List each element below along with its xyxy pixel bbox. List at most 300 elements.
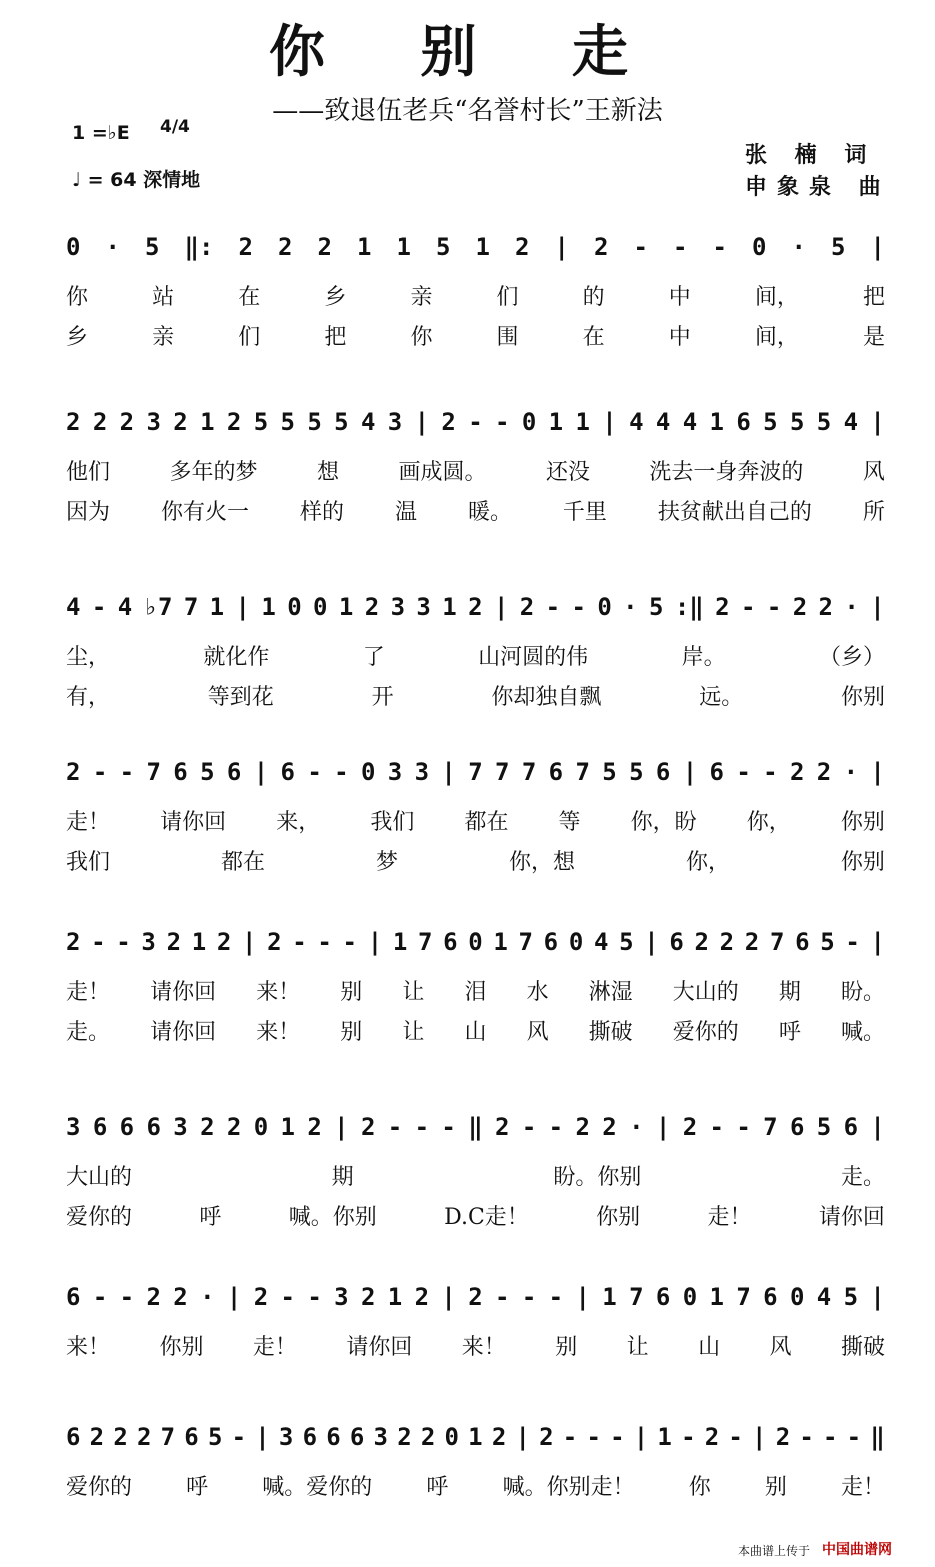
lyric-row [66,1158,885,1192]
lyric-word: （乡） [818,644,885,670]
note-token: 2 [514,233,530,261]
lyric-word: 开 [371,684,394,710]
note-token: - [441,1113,456,1141]
note-token: 6 [326,1423,341,1451]
lyric-word: 你别 [840,849,885,875]
note-token: 6 [543,928,559,956]
note-token: | [554,233,569,261]
lyric-word: 等到花 [207,684,274,710]
lyric-word: 你别 [596,1204,641,1230]
note-token: 2 [113,1423,128,1451]
lyric-row [66,638,885,672]
note-token: 6 [173,758,188,786]
lyric-word: 走！ [66,979,111,1005]
lyric-word: 让 [626,1334,649,1360]
note-token: 5 [207,1423,223,1451]
note-token: 4 [360,408,376,436]
note-token: | [241,928,257,956]
lyric-word: 爱你的 [672,1019,739,1045]
note-token: 7 [629,1283,644,1311]
lyric-word: 在 [238,284,261,310]
note-token: 1 [657,1423,672,1451]
lyric-word: 都在 [220,849,265,875]
note-token: 2 [66,928,81,956]
lyric-word: 你，想 [508,849,575,875]
note-token: 2 [166,928,182,956]
note-token: 5 [789,408,805,436]
composer-credit: 申象泉 曲 [745,175,891,200]
note-token: 7 [468,758,483,786]
note-token: 2 [136,1423,152,1451]
note-token: 2 [441,408,456,436]
note-token: - [231,1423,247,1451]
lyric-word: 山 [464,1019,487,1045]
footer-text: 本曲谱上传于 [738,1544,811,1558]
lyric-word: 喊。 [840,1019,885,1045]
note-token: 4 [117,593,133,621]
note-token: 3 [141,928,156,956]
lyric-word: 远。 [699,684,744,710]
lyric-word: 风 [526,1019,549,1045]
note-token: - [548,1113,564,1141]
note-token: 2 [468,593,483,621]
note-token: - [846,1423,862,1451]
note-token: 7 [146,758,161,786]
note-token: 2 [216,928,232,956]
note-token: 0 [751,233,767,261]
lyricist-credit: 张 楠 词 [745,143,877,168]
lyric-word: 乡 [324,284,347,310]
note-token: - [317,928,332,956]
note-token: 1 [338,593,354,621]
lyric-word: 把 [324,324,347,350]
lyric-word: 请你回 [150,979,217,1005]
lyric-word: 等 [558,809,581,835]
note-token: - [387,1113,403,1141]
lyric-row [66,1013,885,1047]
note-token: - [712,233,727,261]
note-token: 6 [789,1113,805,1141]
lyric-word: 呼 [426,1474,449,1500]
note-token: 2 [277,233,293,261]
note-token: 2 [267,928,282,956]
note-token: 2 [119,408,135,436]
lyric-word: 岸。 [681,644,726,670]
note-token: | [367,928,383,956]
lyric-word: 尘， [66,644,111,670]
note-token: 2 [491,1423,507,1451]
note-token: 0 [568,928,584,956]
note-token: 3 [387,408,403,436]
lyric-word: 淋湿 [588,979,633,1005]
lyric-word: 扶贫献出自己的 [657,499,812,525]
note-token: | [441,1283,456,1311]
note-token: 5 [763,408,778,436]
note-token: 5 [334,408,349,436]
note-token: - [823,1423,838,1451]
lyric-word: 让 [402,979,425,1005]
note-token: 5 [435,233,451,261]
note-token: - [681,1423,696,1451]
note-token: 5 [820,928,835,956]
note-token: 1 [709,1283,724,1311]
note-token: 2 [694,928,709,956]
note-token: 0 [789,1283,805,1311]
note-token: 5 [307,408,322,436]
note-token: 4 [655,408,671,436]
note-token: | [441,758,456,786]
note-token: · [843,758,859,786]
note-token: 0 [66,233,81,261]
lyric-word: 喊。你别 [288,1204,377,1230]
note-token: - [280,1283,295,1311]
lyric-word: 大山的 [66,1164,133,1190]
lyric-word: 你， [746,809,791,835]
subtitle: ——致退伍老兵“名誉村长”王新法 [272,96,663,126]
lyric-word: 期 [778,979,801,1005]
note-token: 2 [715,593,730,621]
note-token: 4 [816,1283,832,1311]
lyric-word: 别 [764,1474,787,1500]
note-token: 2 [602,1113,617,1141]
lyric-word: 撕破 [588,1019,633,1045]
note-token: 0 [597,593,612,621]
lyric-word: 的 [582,284,605,310]
note-token: - [586,1423,601,1451]
lyric-row [66,453,885,487]
lyric-word: 梦 [375,849,398,875]
note-token: 2 [360,1283,376,1311]
lyric-word: 亲 [152,324,175,350]
note-token: 1 [209,593,225,621]
note-token: | [644,928,659,956]
note-token: · [629,1113,644,1141]
note-token: - [633,233,648,261]
note-token: 6 [655,758,671,786]
note-token: 7 [417,928,433,956]
note-token: 3 [390,593,406,621]
note-token: 4 [593,928,609,956]
note-token: 2 [468,1283,483,1311]
note-token: 6 [302,1423,318,1451]
note-token: 2 [173,1283,188,1311]
note-token: 5 [649,593,664,621]
note-token: 1 [261,593,276,621]
note-token: 1 [191,928,207,956]
note-token: 3 [146,408,161,436]
note-token: - [92,758,108,786]
lyric-word: 盼。 [840,979,885,1005]
note-token: 6 [795,928,810,956]
note-token: 6 [548,758,564,786]
note-token: | [752,1423,767,1451]
lyric-word: 走！ [840,1474,885,1500]
note-token: :‖ [674,593,704,621]
lyric-word: 水 [526,979,549,1005]
note-token: 2 [519,593,535,621]
footer-logo: 中国曲谱网 [822,1542,892,1558]
lyric-word: 暖。 [467,499,512,525]
notation-row [66,230,885,264]
lyric-word: 呼 [199,1204,222,1230]
lyric-word: 样的 [299,499,344,525]
note-token: | [255,1423,270,1451]
note-token: | [870,1283,885,1311]
lyric-word: 中 [668,324,691,350]
note-token: 2 [364,593,380,621]
note-token: | [414,408,430,436]
note-token: 2 [575,1113,590,1141]
lyric-row [66,493,885,527]
note-token: 5 [200,758,215,786]
note-token: 1 [709,408,724,436]
note-token: 6 [655,1283,671,1311]
note-token: 1 [396,233,411,261]
lyric-word: 盼。你别 [553,1164,642,1190]
note-token: - [495,1283,510,1311]
note-token: 4 [682,408,698,436]
note-token: · [791,233,806,261]
lyric-word: 来！ [256,1019,301,1045]
lyric-word: 请你回 [818,1204,885,1230]
note-token: 6 [119,1113,135,1141]
note-token: - [672,233,688,261]
note-token: 1 [392,928,408,956]
note-token: 3 [416,593,431,621]
note-token: - [709,1113,724,1141]
lyric-word: 期 [331,1164,354,1190]
lyric-word: 你别 [159,1334,204,1360]
notation-row [66,1420,885,1454]
note-token: 0 [313,593,328,621]
note-token: 2 [704,1423,720,1451]
note-token: 2 [66,408,81,436]
lyric-word: 他们 [66,459,111,485]
note-token: 1 [493,928,508,956]
note-token: 2 [92,408,108,436]
lyric-word: 来！ [66,1334,111,1360]
lyric-word: 多年的梦 [169,459,258,485]
note-token: 2 [775,1423,791,1451]
lyric-word: 你 [688,1474,711,1500]
note-token: 2 [253,1283,269,1311]
lyric-word: 别 [340,979,363,1005]
lyric-word: 风 [862,459,885,485]
lyric-row [66,278,885,312]
lyric-word: 风 [769,1334,792,1360]
note-token: 0 [682,1283,698,1311]
lyric-word: 温 [394,499,417,525]
note-token: 2 [200,1113,215,1141]
lyric-word: 别 [555,1334,578,1360]
note-token: 3 [278,1423,294,1451]
lyric-word: 你别 [840,684,885,710]
note-token: 1 [280,1113,295,1141]
notation-row [66,755,885,789]
note-token: 6 [736,408,751,436]
note-token: 2 [238,233,253,261]
note-token: - [342,928,357,956]
note-token: 2 [719,928,735,956]
notation-row [66,925,885,959]
note-token: 6 [66,1283,81,1311]
note-token: 5 [830,233,846,261]
lyric-word: 喊。你别走！ [502,1474,635,1500]
note-token: 3 [173,1113,188,1141]
lyric-word: 山河圆的伟 [478,644,589,670]
note-token: 5 [629,758,644,786]
note-token: - [571,593,586,621]
note-token: - [91,593,107,621]
lyric-word: 把 [862,284,885,310]
note-token: | [602,408,617,436]
lyric-word: 你别 [840,809,885,835]
notation-row [66,1110,885,1144]
note-token: | [655,1113,671,1141]
lyric-word: 别 [340,1019,363,1045]
note-token: - [728,1423,743,1451]
note-token: 2 [307,1113,322,1141]
note-token: · [623,593,638,621]
lyric-row [66,1468,885,1502]
note-token: 3 [414,758,430,786]
note-token: 5 [619,928,634,956]
lyric-word: 们 [496,284,519,310]
lyric-word: 想 [316,459,339,485]
lyric-word: 呼 [778,1019,801,1045]
lyric-row [66,318,885,352]
note-token: | [515,1423,530,1451]
note-token: 5 [843,1283,859,1311]
lyric-word: 们 [238,324,261,350]
lyric-word: 就化作 [203,644,270,670]
lyric-word: D.C走！ [444,1204,529,1230]
note-token: 7 [521,758,537,786]
note-token: 7 [160,1423,176,1451]
note-token: 1 [200,408,215,436]
note-token: 1 [442,593,457,621]
lyric-word: 山 [698,1334,721,1360]
note-token: | [870,593,885,621]
note-token: 2 [682,1113,698,1141]
lyric-word: 走！ [66,809,111,835]
lyric-word: 请你回 [346,1334,413,1360]
lyric-word: 洗去一身奔波的 [649,459,804,485]
note-token: 6 [669,928,684,956]
lyric-word: 你，盼 [630,809,697,835]
lyric-word: 间， [754,284,799,310]
note-token: 6 [66,1423,81,1451]
note-token: | [334,1113,349,1141]
note-token: 1 [475,233,490,261]
lyric-word: 还没 [545,459,590,485]
note-token: | [253,758,269,786]
note-token: - [736,1113,751,1141]
lyric-word: 在 [582,324,605,350]
note-token: 6 [843,1113,859,1141]
note-token: - [92,1283,108,1311]
note-token: - [799,1423,814,1451]
lyric-word: 千里 [562,499,607,525]
note-token: 2 [816,758,832,786]
note-token: 2 [89,1423,105,1451]
note-token: 2 [539,1423,554,1451]
note-token: 5 [816,408,832,436]
time-signature: 4/4 [160,117,190,137]
notation-row [66,590,885,624]
note-token: | [870,408,885,436]
page-title: 你 别 走 [269,19,666,85]
lyric-word: 走。 [66,1019,111,1045]
note-token: - [766,593,782,621]
note-token: 6 [184,1423,199,1451]
lyric-word: 呼 [186,1474,209,1500]
note-token: 5 [816,1113,832,1141]
note-token: 6 [146,1113,161,1141]
lyric-word: 走！ [252,1334,297,1360]
lyric-word: 你却独自飘 [491,684,602,710]
note-token: - [292,928,307,956]
note-token: 1 [356,233,372,261]
note-token: ‖ [870,1423,885,1451]
lyric-word: 因为 [66,499,111,525]
tempo-marking: ♩ = 64 深情地 [72,169,201,191]
note-token: 0 [360,758,376,786]
note-token: - [307,1283,322,1311]
note-token: 7 [575,758,590,786]
note-token: 2 [744,928,760,956]
note-token: ‖: [184,233,214,261]
note-token: 7 [769,928,785,956]
note-token: 0 [468,928,483,956]
lyric-word: 是 [862,324,885,350]
lyric-word: 我们 [370,809,415,835]
note-token: | [633,1423,649,1451]
notation-row [66,405,885,439]
note-token: - [91,928,106,956]
note-token: - [307,758,322,786]
key-signature: 1 =♭E [72,122,130,144]
note-token: 7 [736,1283,751,1311]
note-token: 2 [792,593,808,621]
note-token: | [226,1283,242,1311]
note-token: 6 [92,1113,108,1141]
lyric-word: 请你回 [160,809,227,835]
note-token: · [105,233,120,261]
lyric-word: 走！ [707,1204,752,1230]
note-token: - [414,1113,430,1141]
note-token: 7 [518,928,533,956]
note-token: - [521,1113,537,1141]
note-token: 1 [602,1283,617,1311]
lyric-row [66,973,885,1007]
note-token: 4 [843,408,859,436]
note-token: - [610,1423,625,1451]
note-token: - [736,758,751,786]
note-token: 0 [521,408,537,436]
note-token: 2 [66,758,81,786]
note-token: | [870,928,885,956]
lyric-word: 所 [862,499,885,525]
note-token: 5 [280,408,295,436]
note-token: - [119,1283,135,1311]
lyric-word: 爱你的 [66,1204,133,1230]
lyric-word: 都在 [464,809,509,835]
lyric-word: 乡 [66,324,89,350]
note-token: 7 [183,593,199,621]
lyric-word: 你有火一 [160,499,249,525]
note-token: | [235,593,250,621]
